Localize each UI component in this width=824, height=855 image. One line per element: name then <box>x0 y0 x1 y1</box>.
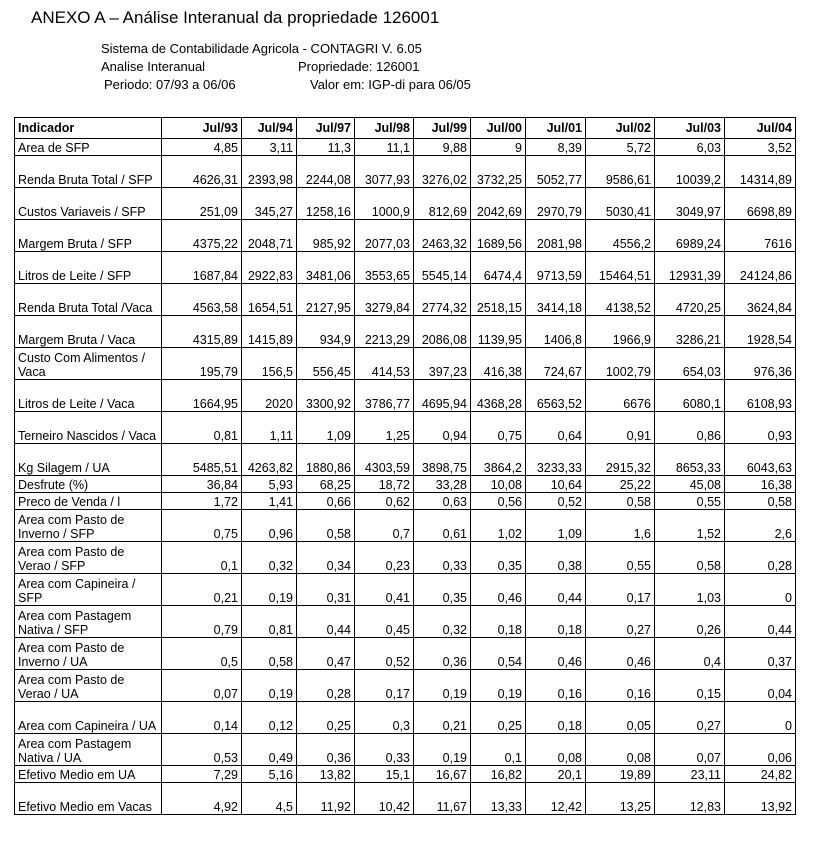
column-header: Jul/04 <box>725 118 796 139</box>
row-label: Preco de Venda / l <box>15 493 162 510</box>
table-cell: 1,41 <box>242 493 297 510</box>
table-cell: 0,52 <box>526 493 586 510</box>
table-cell: 1258,16 <box>297 188 355 220</box>
table-cell: 0,16 <box>526 670 586 702</box>
table-cell: 10039,2 <box>655 156 725 188</box>
row-label: Margem Bruta / Vaca <box>15 316 162 348</box>
table-cell: 3864,2 <box>471 444 526 476</box>
row-label: Area com Pasto de Verao / SFP <box>15 542 162 574</box>
table-cell: 15464,51 <box>586 252 655 284</box>
table-cell: 11,67 <box>414 783 471 815</box>
table-cell: 0,19 <box>471 670 526 702</box>
table-cell: 3,52 <box>725 139 796 156</box>
column-header: Jul/02 <box>586 118 655 139</box>
column-header: Jul/98 <box>355 118 414 139</box>
table-cell: 16,82 <box>471 766 526 783</box>
table-cell: 11,92 <box>297 783 355 815</box>
table-cell: 18,72 <box>355 476 414 493</box>
table-row <box>15 156 796 188</box>
table-cell: 0,06 <box>725 734 796 766</box>
table-cell: 2244,08 <box>297 156 355 188</box>
table-row <box>15 412 796 444</box>
table-cell: 985,92 <box>297 220 355 252</box>
row-label: Litros de Leite / Vaca <box>15 380 162 412</box>
table-cell: 0 <box>725 574 796 606</box>
table-cell: 4,5 <box>242 783 297 815</box>
row-label: Terneiro Nascidos / Vaca <box>15 412 162 444</box>
table-cell: 556,45 <box>297 348 355 380</box>
row-label: Area com Pasto de Inverno / UA <box>15 638 162 670</box>
row-label: Area com Pastagem Nativa / UA <box>15 734 162 766</box>
system-name: Sistema de Contabilidade Agricola - CONTAGRI V. 6.05 <box>101 41 422 56</box>
table-cell: 9,88 <box>414 139 471 156</box>
period: Periodo: 07/93 a 06/06 <box>104 77 236 92</box>
table-cell: 0,35 <box>414 574 471 606</box>
table-cell: 0,33 <box>414 542 471 574</box>
table-cell: 2086,08 <box>414 316 471 348</box>
table-cell: 2518,15 <box>471 284 526 316</box>
table-cell: 0,14 <box>162 702 242 734</box>
table-cell: 45,08 <box>655 476 725 493</box>
table-cell: 654,03 <box>655 348 725 380</box>
table-cell: 0,1 <box>471 734 526 766</box>
table-cell: 0,41 <box>355 574 414 606</box>
table-cell: 0,3 <box>355 702 414 734</box>
table-row <box>15 638 796 670</box>
property-id: Propriedade: 126001 <box>298 59 420 74</box>
table-cell: 0,33 <box>355 734 414 766</box>
table-cell: 3786,77 <box>355 380 414 412</box>
table-row <box>15 188 796 220</box>
table-cell: 195,79 <box>162 348 242 380</box>
table-cell: 0,58 <box>297 510 355 542</box>
table-row <box>15 139 796 156</box>
table-cell: 0,47 <box>297 638 355 670</box>
table-cell: 3553,65 <box>355 252 414 284</box>
row-label: Renda Bruta Total /Vaca <box>15 284 162 316</box>
table-cell: 6676 <box>586 380 655 412</box>
table-cell: 0,96 <box>242 510 297 542</box>
table-cell: 68,25 <box>297 476 355 493</box>
table-cell: 4720,25 <box>655 284 725 316</box>
table-cell: 10,64 <box>526 476 586 493</box>
table-cell: 4368,28 <box>471 380 526 412</box>
table-cell: 0,63 <box>414 493 471 510</box>
table-cell: 3286,21 <box>655 316 725 348</box>
table-cell: 0,58 <box>725 493 796 510</box>
table-cell: 8,39 <box>526 139 586 156</box>
table-row <box>15 348 796 380</box>
table-cell: 1928,54 <box>725 316 796 348</box>
row-label: Area com Pasto de Inverno / SFP <box>15 510 162 542</box>
table-cell: 4626,31 <box>162 156 242 188</box>
table-cell: 0,5 <box>162 638 242 670</box>
table-row <box>15 574 796 606</box>
table-cell: 0,46 <box>526 638 586 670</box>
table-cell: 0,23 <box>355 542 414 574</box>
table-cell: 0,55 <box>586 542 655 574</box>
table-cell: 6,03 <box>655 139 725 156</box>
table-cell: 4263,82 <box>242 444 297 476</box>
table-cell: 10,08 <box>471 476 526 493</box>
table-cell: 1880,86 <box>297 444 355 476</box>
table-cell: 2393,98 <box>242 156 297 188</box>
table-cell: 0,38 <box>526 542 586 574</box>
table-cell: 3279,84 <box>355 284 414 316</box>
table-cell: 1,03 <box>655 574 725 606</box>
table-cell: 1,52 <box>655 510 725 542</box>
table-cell: 414,53 <box>355 348 414 380</box>
row-label: Area de SFP <box>15 139 162 156</box>
table-cell: 0,94 <box>414 412 471 444</box>
table-cell: 4138,52 <box>586 284 655 316</box>
table-cell: 10,42 <box>355 783 414 815</box>
row-label: Area com Capineira / SFP <box>15 574 162 606</box>
table-cell: 25,22 <box>586 476 655 493</box>
table-cell: 7,29 <box>162 766 242 783</box>
row-label: Area com Capineira / UA <box>15 702 162 734</box>
table-cell: 3624,84 <box>725 284 796 316</box>
row-label: Margem Bruta / SFP <box>15 220 162 252</box>
table-cell: 9713,59 <box>526 252 586 284</box>
row-label: Desfrute (%) <box>15 476 162 493</box>
table-cell: 2213,29 <box>355 316 414 348</box>
row-label: Renda Bruta Total / SFP <box>15 156 162 188</box>
table-cell: 6698,89 <box>725 188 796 220</box>
table-row <box>15 476 796 493</box>
table-cell: 6989,24 <box>655 220 725 252</box>
table-cell: 0,55 <box>655 493 725 510</box>
table-cell: 11,1 <box>355 139 414 156</box>
column-header-indicator: Indicador <box>15 118 162 139</box>
table-row <box>15 284 796 316</box>
table-cell: 0,17 <box>355 670 414 702</box>
table-cell: 6474,4 <box>471 252 526 284</box>
table-cell: 24124,86 <box>725 252 796 284</box>
table-cell: 13,25 <box>586 783 655 815</box>
table-cell: 0,62 <box>355 493 414 510</box>
table-row <box>15 510 796 542</box>
table-cell: 3233,33 <box>526 444 586 476</box>
table-cell: 1,09 <box>526 510 586 542</box>
table-cell: 0,46 <box>471 574 526 606</box>
table-cell: 4695,94 <box>414 380 471 412</box>
row-label: Custos Variaveis / SFP <box>15 188 162 220</box>
column-header: Jul/00 <box>471 118 526 139</box>
table-cell: 0,64 <box>526 412 586 444</box>
table-cell: 4303,59 <box>355 444 414 476</box>
table-cell: 0,58 <box>586 493 655 510</box>
table-cell: 3049,97 <box>655 188 725 220</box>
table-cell: 0,81 <box>162 412 242 444</box>
table-row <box>15 670 796 702</box>
table-cell: 1,11 <box>242 412 297 444</box>
table-cell: 0,12 <box>242 702 297 734</box>
table-cell: 0,1 <box>162 542 242 574</box>
table-cell: 0,31 <box>297 574 355 606</box>
table-cell: 3414,18 <box>526 284 586 316</box>
table-cell: 0,58 <box>242 638 297 670</box>
table-cell: 6108,93 <box>725 380 796 412</box>
row-label: Area com Pasto de Verao / UA <box>15 670 162 702</box>
table-cell: 0,04 <box>725 670 796 702</box>
table-body <box>15 139 796 815</box>
value-basis: Valor em: IGP-di para 06/05 <box>310 77 471 92</box>
column-header: Jul/93 <box>162 118 242 139</box>
table-cell: 0,49 <box>242 734 297 766</box>
table-cell: 2127,95 <box>297 284 355 316</box>
table-cell: 0,93 <box>725 412 796 444</box>
table-cell: 0,18 <box>471 606 526 638</box>
table-row <box>15 493 796 510</box>
table-cell: 3276,02 <box>414 156 471 188</box>
table-cell: 1415,89 <box>242 316 297 348</box>
table-cell: 251,09 <box>162 188 242 220</box>
row-label: Litros de Leite / SFP <box>15 252 162 284</box>
table-row <box>15 766 796 783</box>
table-cell: 0,44 <box>297 606 355 638</box>
table-cell: 0,17 <box>586 574 655 606</box>
table-cell: 2020 <box>242 380 297 412</box>
table-cell: 8653,33 <box>655 444 725 476</box>
table-cell: 1406,8 <box>526 316 586 348</box>
table-cell: 2,6 <box>725 510 796 542</box>
table-cell: 0,25 <box>297 702 355 734</box>
table-cell: 23,11 <box>655 766 725 783</box>
table-cell: 4,92 <box>162 783 242 815</box>
row-label: Custo Com Alimentos / Vaca <box>15 348 162 380</box>
table-cell: 19,89 <box>586 766 655 783</box>
table-cell: 1689,56 <box>471 220 526 252</box>
table-cell: 345,27 <box>242 188 297 220</box>
table-cell: 5030,41 <box>586 188 655 220</box>
table-cell: 6080,1 <box>655 380 725 412</box>
table-cell: 1,09 <box>297 412 355 444</box>
table-row <box>15 702 796 734</box>
table-cell: 33,28 <box>414 476 471 493</box>
table-cell: 0,7 <box>355 510 414 542</box>
table-cell: 0,07 <box>162 670 242 702</box>
table-cell: 3481,06 <box>297 252 355 284</box>
table-cell: 1002,79 <box>586 348 655 380</box>
table-cell: 3077,93 <box>355 156 414 188</box>
table-cell: 3300,92 <box>297 380 355 412</box>
table-cell: 2463,32 <box>414 220 471 252</box>
analysis-type: Analise Interanual <box>101 59 206 74</box>
table-cell: 934,9 <box>297 316 355 348</box>
table-cell: 2042,69 <box>471 188 526 220</box>
table-cell: 2970,79 <box>526 188 586 220</box>
table-cell: 0,75 <box>471 412 526 444</box>
table-cell: 5485,51 <box>162 444 242 476</box>
table-cell: 9586,61 <box>586 156 655 188</box>
table-cell: 0,28 <box>725 542 796 574</box>
table-cell: 724,67 <box>526 348 586 380</box>
table-cell: 0,36 <box>414 638 471 670</box>
row-label: Efetivo Medio em UA <box>15 766 162 783</box>
table-cell: 6563,52 <box>526 380 586 412</box>
table-cell: 14314,89 <box>725 156 796 188</box>
table-cell: 397,23 <box>414 348 471 380</box>
column-header: Jul/03 <box>655 118 725 139</box>
table-cell: 0,08 <box>526 734 586 766</box>
table-cell: 4563,58 <box>162 284 242 316</box>
table-cell: 20,1 <box>526 766 586 783</box>
table-cell: 2922,83 <box>242 252 297 284</box>
table-cell: 5,16 <box>242 766 297 783</box>
table-cell: 0,86 <box>655 412 725 444</box>
table-cell: 2081,98 <box>526 220 586 252</box>
table-cell: 11,3 <box>297 139 355 156</box>
table-cell: 0,54 <box>471 638 526 670</box>
document-title: ANEXO A – Análise Interanual da propriedade 126001 <box>31 8 440 27</box>
table-cell: 0,91 <box>586 412 655 444</box>
table-cell: 4375,22 <box>162 220 242 252</box>
table-cell: 3,11 <box>242 139 297 156</box>
table-cell: 2048,71 <box>242 220 297 252</box>
table-cell: 0,18 <box>526 702 586 734</box>
table-cell: 4315,89 <box>162 316 242 348</box>
table-row <box>15 542 796 574</box>
table-cell: 0,08 <box>586 734 655 766</box>
table-header-row <box>15 118 796 139</box>
row-label: Efetivo Medio em Vacas <box>15 783 162 815</box>
table-cell: 0,27 <box>655 702 725 734</box>
table-row <box>15 316 796 348</box>
row-label: Kg Silagem / UA <box>15 444 162 476</box>
indicator-table <box>14 117 796 815</box>
table-cell: 16,67 <box>414 766 471 783</box>
table-cell: 5052,77 <box>526 156 586 188</box>
table-cell: 9 <box>471 139 526 156</box>
table-cell: 1,72 <box>162 493 242 510</box>
table-cell: 0,19 <box>414 734 471 766</box>
column-header: Jul/97 <box>297 118 355 139</box>
table-row <box>15 220 796 252</box>
table-row <box>15 252 796 284</box>
table-cell: 36,84 <box>162 476 242 493</box>
table-cell: 0,15 <box>655 670 725 702</box>
table-cell: 1687,84 <box>162 252 242 284</box>
table-cell: 156,5 <box>242 348 297 380</box>
table-cell: 0,75 <box>162 510 242 542</box>
table-cell: 1966,9 <box>586 316 655 348</box>
table-cell: 0,66 <box>297 493 355 510</box>
table-cell: 13,92 <box>725 783 796 815</box>
table-cell: 0 <box>725 702 796 734</box>
table-cell: 976,36 <box>725 348 796 380</box>
table-cell: 0,05 <box>586 702 655 734</box>
table-cell: 0,21 <box>162 574 242 606</box>
table-cell: 0,79 <box>162 606 242 638</box>
table-cell: 12931,39 <box>655 252 725 284</box>
table-cell: 5,93 <box>242 476 297 493</box>
table-cell: 3732,25 <box>471 156 526 188</box>
table-cell: 0,52 <box>355 638 414 670</box>
column-header: Jul/01 <box>526 118 586 139</box>
table-cell: 0,58 <box>655 542 725 574</box>
table-cell: 2915,32 <box>586 444 655 476</box>
table-cell: 0,44 <box>526 574 586 606</box>
table-cell: 2774,32 <box>414 284 471 316</box>
table-cell: 0,61 <box>414 510 471 542</box>
table-cell: 6043,63 <box>725 444 796 476</box>
table-cell: 812,69 <box>414 188 471 220</box>
table-cell: 0,32 <box>242 542 297 574</box>
column-header: Jul/99 <box>414 118 471 139</box>
table-cell: 24,82 <box>725 766 796 783</box>
table-cell: 0,19 <box>242 574 297 606</box>
table-cell: 15,1 <box>355 766 414 783</box>
table-cell: 0,25 <box>471 702 526 734</box>
table-cell: 1664,95 <box>162 380 242 412</box>
table-cell: 0,56 <box>471 493 526 510</box>
table-cell: 7616 <box>725 220 796 252</box>
table-cell: 1139,95 <box>471 316 526 348</box>
table-cell: 1,25 <box>355 412 414 444</box>
table-cell: 16,38 <box>725 476 796 493</box>
table-cell: 13,33 <box>471 783 526 815</box>
table-cell: 0,27 <box>586 606 655 638</box>
table-cell: 0,35 <box>471 542 526 574</box>
table-cell: 5545,14 <box>414 252 471 284</box>
table-cell: 0,4 <box>655 638 725 670</box>
table-row <box>15 734 796 766</box>
table-cell: 0,19 <box>242 670 297 702</box>
table-row <box>15 380 796 412</box>
table-cell: 5,72 <box>586 139 655 156</box>
table-cell: 1654,51 <box>242 284 297 316</box>
table-cell: 0,32 <box>414 606 471 638</box>
table-cell: 0,07 <box>655 734 725 766</box>
table-cell: 4556,2 <box>586 220 655 252</box>
table-cell: 3898,75 <box>414 444 471 476</box>
table-cell: 0,37 <box>725 638 796 670</box>
table-cell: 0,28 <box>297 670 355 702</box>
table-cell: 0,34 <box>297 542 355 574</box>
table-cell: 1,6 <box>586 510 655 542</box>
table-cell: 0,16 <box>586 670 655 702</box>
table-cell: 2077,03 <box>355 220 414 252</box>
table-cell: 0,21 <box>414 702 471 734</box>
table-cell: 0,36 <box>297 734 355 766</box>
table-cell: 416,38 <box>471 348 526 380</box>
table-cell: 12,42 <box>526 783 586 815</box>
table-cell: 0,18 <box>526 606 586 638</box>
table-cell: 0,81 <box>242 606 297 638</box>
row-label: Area com Pastagem Nativa / SFP <box>15 606 162 638</box>
table-cell: 1000,9 <box>355 188 414 220</box>
table-cell: 0,53 <box>162 734 242 766</box>
table-cell: 1,02 <box>471 510 526 542</box>
table-cell: 0,45 <box>355 606 414 638</box>
table-row <box>15 444 796 476</box>
table-cell: 0,46 <box>586 638 655 670</box>
table-cell: 4,85 <box>162 139 242 156</box>
table-row <box>15 783 796 815</box>
table-cell: 13,82 <box>297 766 355 783</box>
table-cell: 0,19 <box>414 670 471 702</box>
table-row <box>15 606 796 638</box>
table-cell: 12,83 <box>655 783 725 815</box>
table-cell: 0,44 <box>725 606 796 638</box>
table-cell: 0,26 <box>655 606 725 638</box>
column-header: Jul/94 <box>242 118 297 139</box>
